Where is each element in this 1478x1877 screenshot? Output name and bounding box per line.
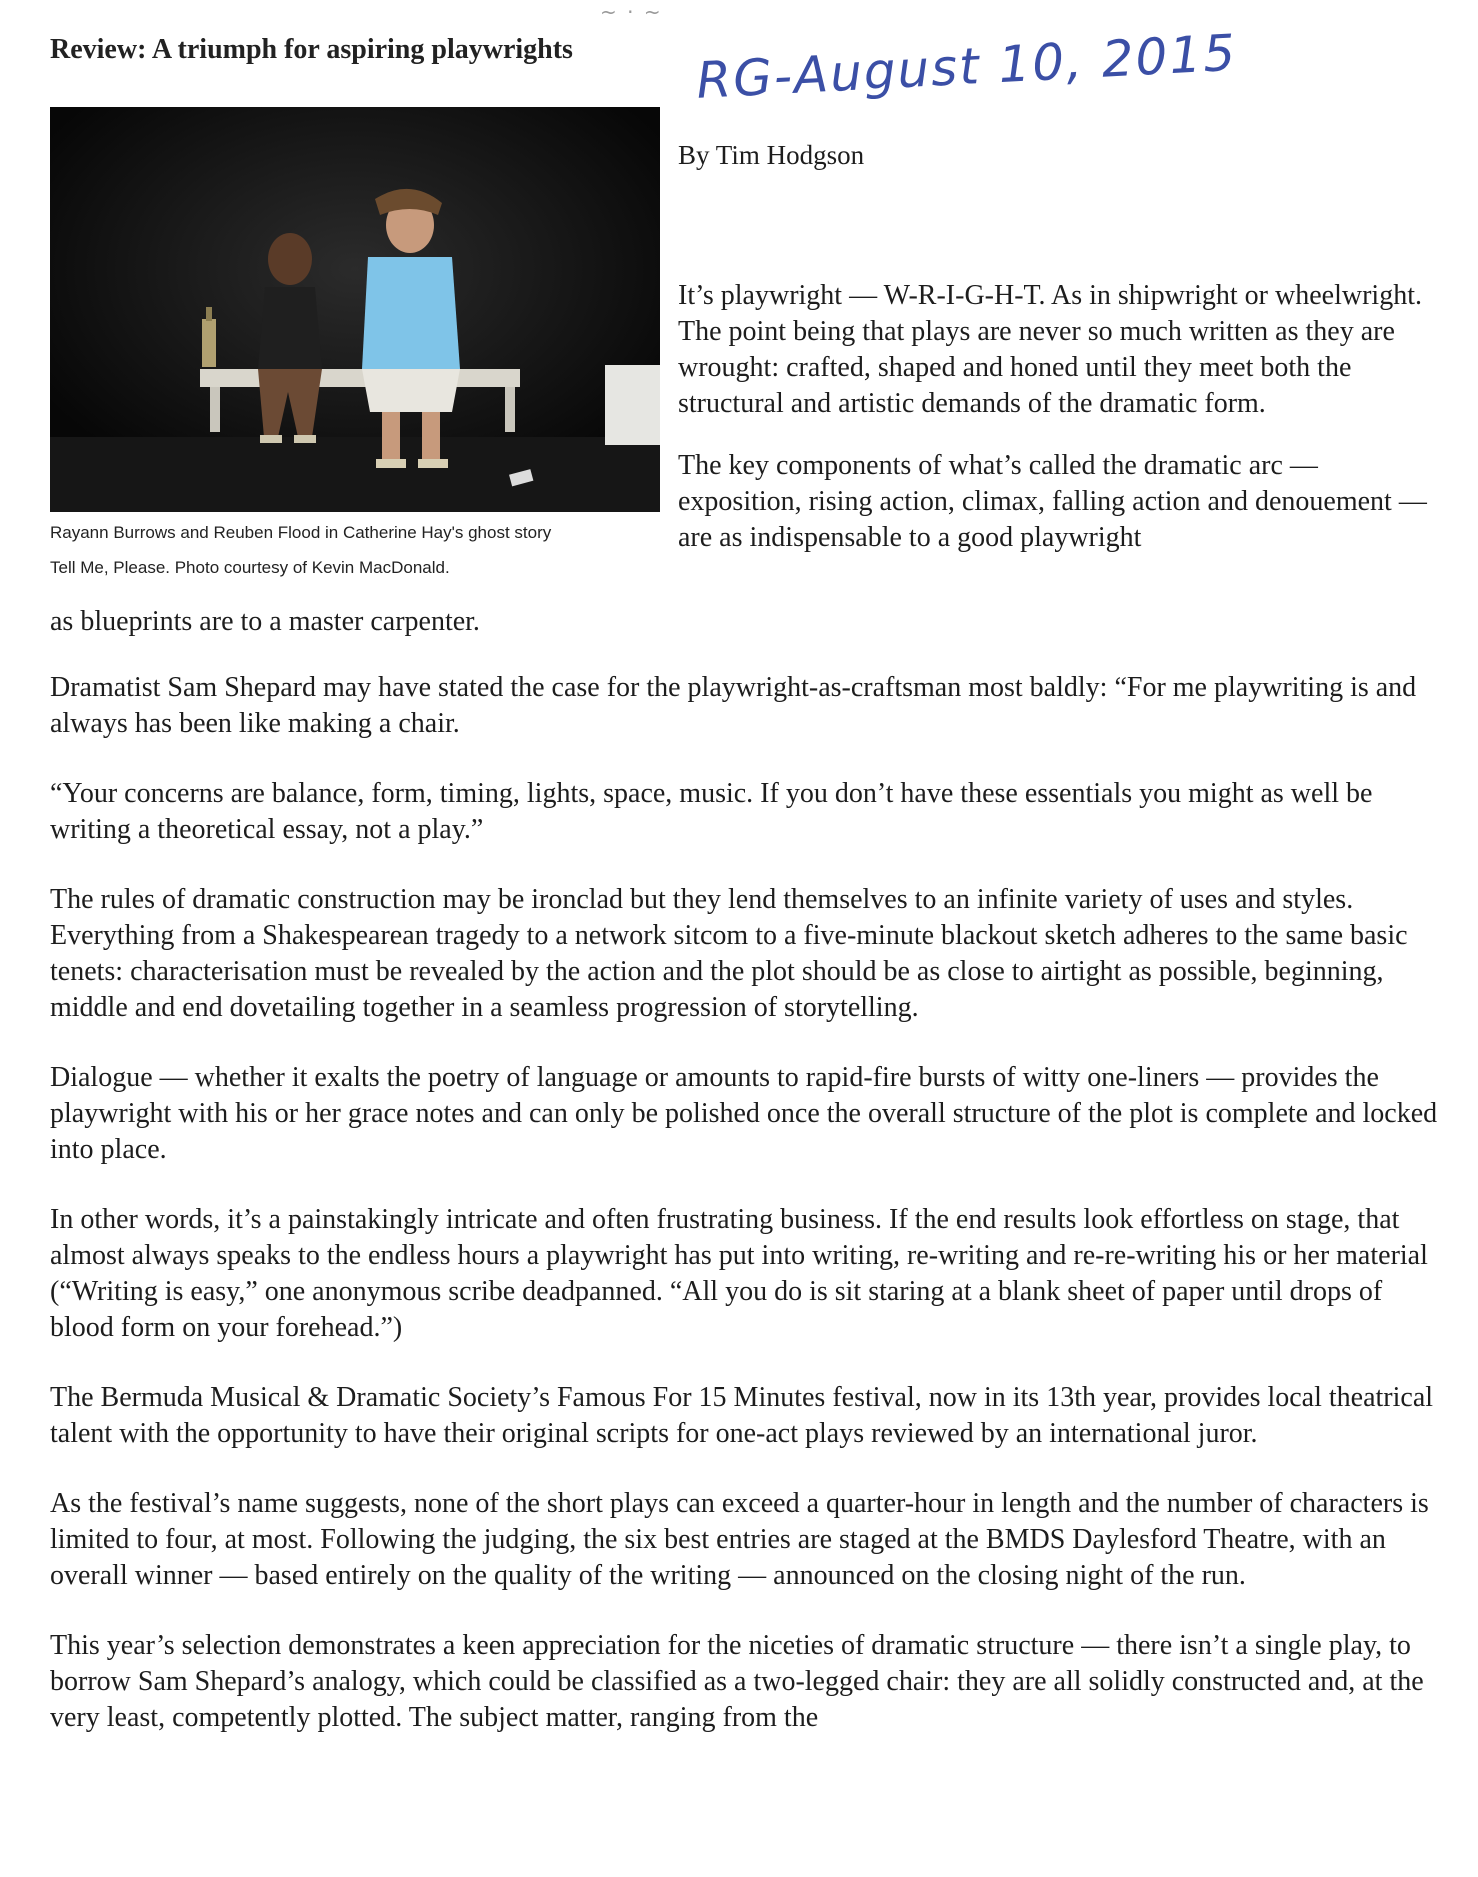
right-column: [678, 278, 1438, 582]
paragraph: The key components of what’s called the dramatic arc — exposition, rising action, climax, falling action and denouement — are as indispensable to a good playwright: [678, 450, 1427, 553]
byline: By Tim Hodgson: [678, 140, 865, 170]
continuation-line: as blueprints are to a master carpenter.: [50, 606, 480, 637]
paragraph: In other words, it’s a painstakingly intricate and often frustrating business. If the end results look effortless on stage, that almost always speaks to the endless hours a playwright has put into writing, re-writing and re-re-writing his or her material (“Writing is easy,” one anonymous scribe deadpanned. “All you do is sit staring at a blank sheet of paper until drops of blood form on your forehead.”): [50, 1204, 1428, 1343]
paragraph: The Bermuda Musical & Dramatic Society’s Famous For 15 Minutes festival, now in its 13th year, provides local theatrical talent with the opportunity to have their original scripts for one-act plays reviewed by an international juror.: [50, 1382, 1434, 1449]
paragraph: Dialogue — whether it exalts the poetry of language or amounts to rapid-fire bursts of witty one-liners — provides the playwright with his or her grace notes and can only be polished once the overall structure of the plot is complete and locked into place.: [50, 1062, 1438, 1165]
paragraph: Dramatist Sam Shepard may have stated the case for the playwright-as-craftsman most baldly: “For me playwriting is and always has been like making a chair.: [50, 672, 1417, 739]
paragraph: It’s playwright — W-R-I-G-H-T. As in shipwright or wheelwright. The point being that plays are never so much written as they are wrought: crafted, shaped and honed until they meet both the structural and artistic demands of the dramatic form.: [678, 280, 1422, 419]
stage-photo-illustration: [50, 107, 660, 512]
paragraph: This year’s selection demonstrates a keen appreciation for the niceties of dramatic structure — there isn’t a single play, to borrow Sam Shepard’s analogy, which could be classified as a two-legged chair: they are all solidly constructed and, at the very least, competently plotted. The subject matter, ranging from the: [50, 1630, 1424, 1733]
headline: Review: A triumph for aspiring playwrights: [50, 34, 573, 65]
paragraph: As the festival’s name suggests, none of the short plays can exceed a quarter-hour in length and the number of characters is limited to four, at most. Following the judging, the six best entries are staged at the BMDS Daylesford Theatre, with an overall winner — based entirely on the quality of the writing — announced on the closing night of the run.: [50, 1488, 1429, 1591]
photo-caption-line-2: Tell Me, Please. Photo courtesy of Kevin MacDonald.: [50, 558, 450, 577]
paragraph: The rules of dramatic construction may be ironclad but they lend themselves to an infinite variety of uses and styles. Everything from a Shakespearean tragedy to a network sitcom to a five-minute blackout sketch adheres to the same basic tenets: characterisation must be revealed by the action and the plot should be as close to airtight as possible, beginning, middle and end dovetailing together in a seamless progression of storytelling.: [50, 884, 1408, 1023]
handwritten-date-note: RG-August 10, 2015: [695, 23, 1239, 110]
paragraph: “Your concerns are balance, form, timing, lights, space, music. If you don’t have these essentials you might as well be writing a theoretical essay, not a play.”: [50, 778, 1373, 845]
photo-caption-line-1: Rayann Burrows and Reuben Flood in Catherine Hay's ghost story: [50, 523, 552, 542]
article-photo: [50, 107, 660, 512]
article-body: [50, 670, 1440, 1770]
margin-scribble: ~ · ~: [600, 0, 663, 24]
